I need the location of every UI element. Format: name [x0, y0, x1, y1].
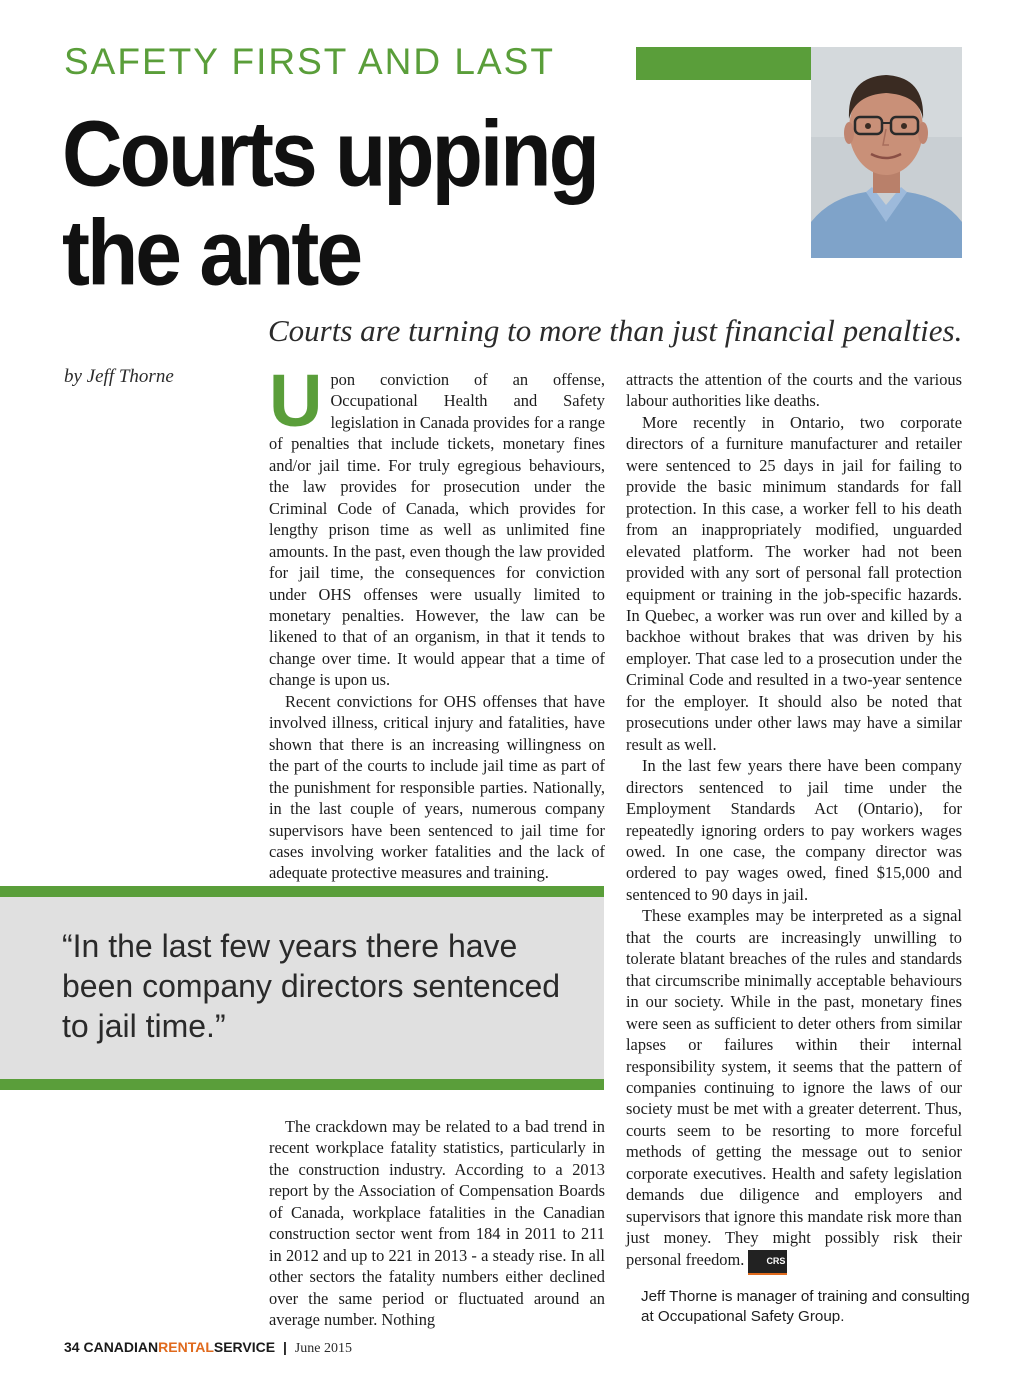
pull-quote-rule-top	[0, 886, 604, 897]
page-footer	[64, 1339, 352, 1359]
paragraph: pon conviction of an offense, Occupational Health and Safety legislation in Canada provides for a range of penalties that include tickets, monetary fines and/or jail time. For truly egregious behaviours, the law provides for prosecution under the Criminal Code of Canada, which provides for lengthy prison time as well as unlimited fine amounts. In the past, even though the law provided for jail time, the consequences for conviction under OHS offenses were usually limited to monetary penalties. However, the law can be likened to that of an organism, in that it tends to change over time. It would appear that a time of change is upon us.	[269, 370, 605, 690]
section-kicker: SAFETY FIRST AND LAST	[64, 41, 555, 82]
pull-quote: “In the last few years there have been company directors sentenced to jail time.”	[62, 928, 561, 1044]
paragraph	[626, 905, 962, 1275]
kicker-accent-bar	[636, 47, 812, 80]
end-mark-logo: CRS	[748, 1250, 787, 1275]
paragraph: More recently in Ontario, two corporate directors of a furniture manufacturer and retailer were sentenced to 25 days in jail for failing to provide the basic minimum standards for fall protection. In this case, a worker fell to his death from an inappropriately modified, unguarded elevated platform. The worker had not been provided with any sort of personal fall protection equipment or training in the job-specific hazards. In Quebec, a worker was run over and killed by a backhoe without brakes that was driven by his employer. That case led to a prosecution under the Criminal Code and resulted in a two-year sentence for the employer. It should also be noted that prosecutions under other laws may have a similar result as well.	[626, 412, 962, 754]
magazine-name-part-3: SERVICE	[213, 1339, 276, 1355]
paragraph: attracts the attention of the courts and the various labour authorities like deaths.	[626, 370, 962, 411]
page-number: 34	[64, 1339, 80, 1355]
headline-line-2: the ante	[62, 200, 361, 305]
article-column-1-continued	[269, 1116, 605, 1331]
drop-cap: U	[269, 359, 323, 442]
magazine-name-part-1: CANADIAN	[83, 1339, 159, 1355]
paragraph: In the last few years there have been company directors sentenced to jail time under the Employment Standards Act (Ontario), for repeatedly ignoring orders to pay workers wages owed. In one case, the company director was ordered to pay wages owed, fined $15,000 and sentenced to 90 days in jail.	[626, 756, 962, 904]
magazine-name-part-2: RENTAL	[158, 1339, 214, 1355]
paragraph-text: These examples may be interpreted as a signal that the courts are increasingly unwilling to tolerate blatant breaches of the rules and standards that circumscribe minimally acceptable behaviours in our society. While in the past, monetary fines were seen as sufficient to deter others from similar lapses or failures within their internal responsibility system, it seems that the pattern of companies continuing to ignore the laws of our society must be met with a greater deterrent. Thus, courts seem to be resorting to more forceful methods of getting the message out to senior corporate executives. Health and safety legislation demands due diligence and employers and supervisors that ignore this mandate risk more than just money. They might possibly risk their personal freedom.	[626, 906, 962, 1269]
article-deck: Courts are turning to more than just financial penalties.	[268, 313, 963, 348]
paragraph: The crackdown may be related to a bad trend in recent workplace fatality statistics, particularly in the construction industry. According to a 2013 report by the Association of Compensation Boards of Canada, workplace fatalities in the Canadian construction sector went from 184 in 2011 to 211 in 2012 and up to 221 in 2013 - a steady rise. In all other sectors the fatality numbers either declined over the same period or fluctuated around an average number. Nothing	[269, 1117, 605, 1330]
author-photo	[811, 47, 962, 258]
issue-date: June 2015	[294, 1341, 352, 1356]
byline: by Jeff Thorne	[64, 366, 174, 387]
paragraph: Recent convictions for OHS offenses that have involved illness, critical injury and fatalities, have shown that there is an increasing willingness on the part of the courts to include jail time as part of the punishment for responsible parties. Nationally, in the last couple of years, numerous company supervisors have been sentenced to jail time for cases involving worker fatalities and the lack of adequate protective measures and training.	[269, 691, 605, 883]
article-column-2	[626, 369, 962, 1275]
footer-separator: |	[282, 1339, 287, 1355]
author-bio: Jeff Thorne is manager of training and consulting at Occupational Safety Group.	[641, 1288, 970, 1325]
article-column-1	[269, 359, 605, 884]
headline-line-1: Courts upping	[62, 101, 597, 206]
headline	[62, 101, 622, 305]
pull-quote-rule-bottom	[0, 1079, 604, 1090]
